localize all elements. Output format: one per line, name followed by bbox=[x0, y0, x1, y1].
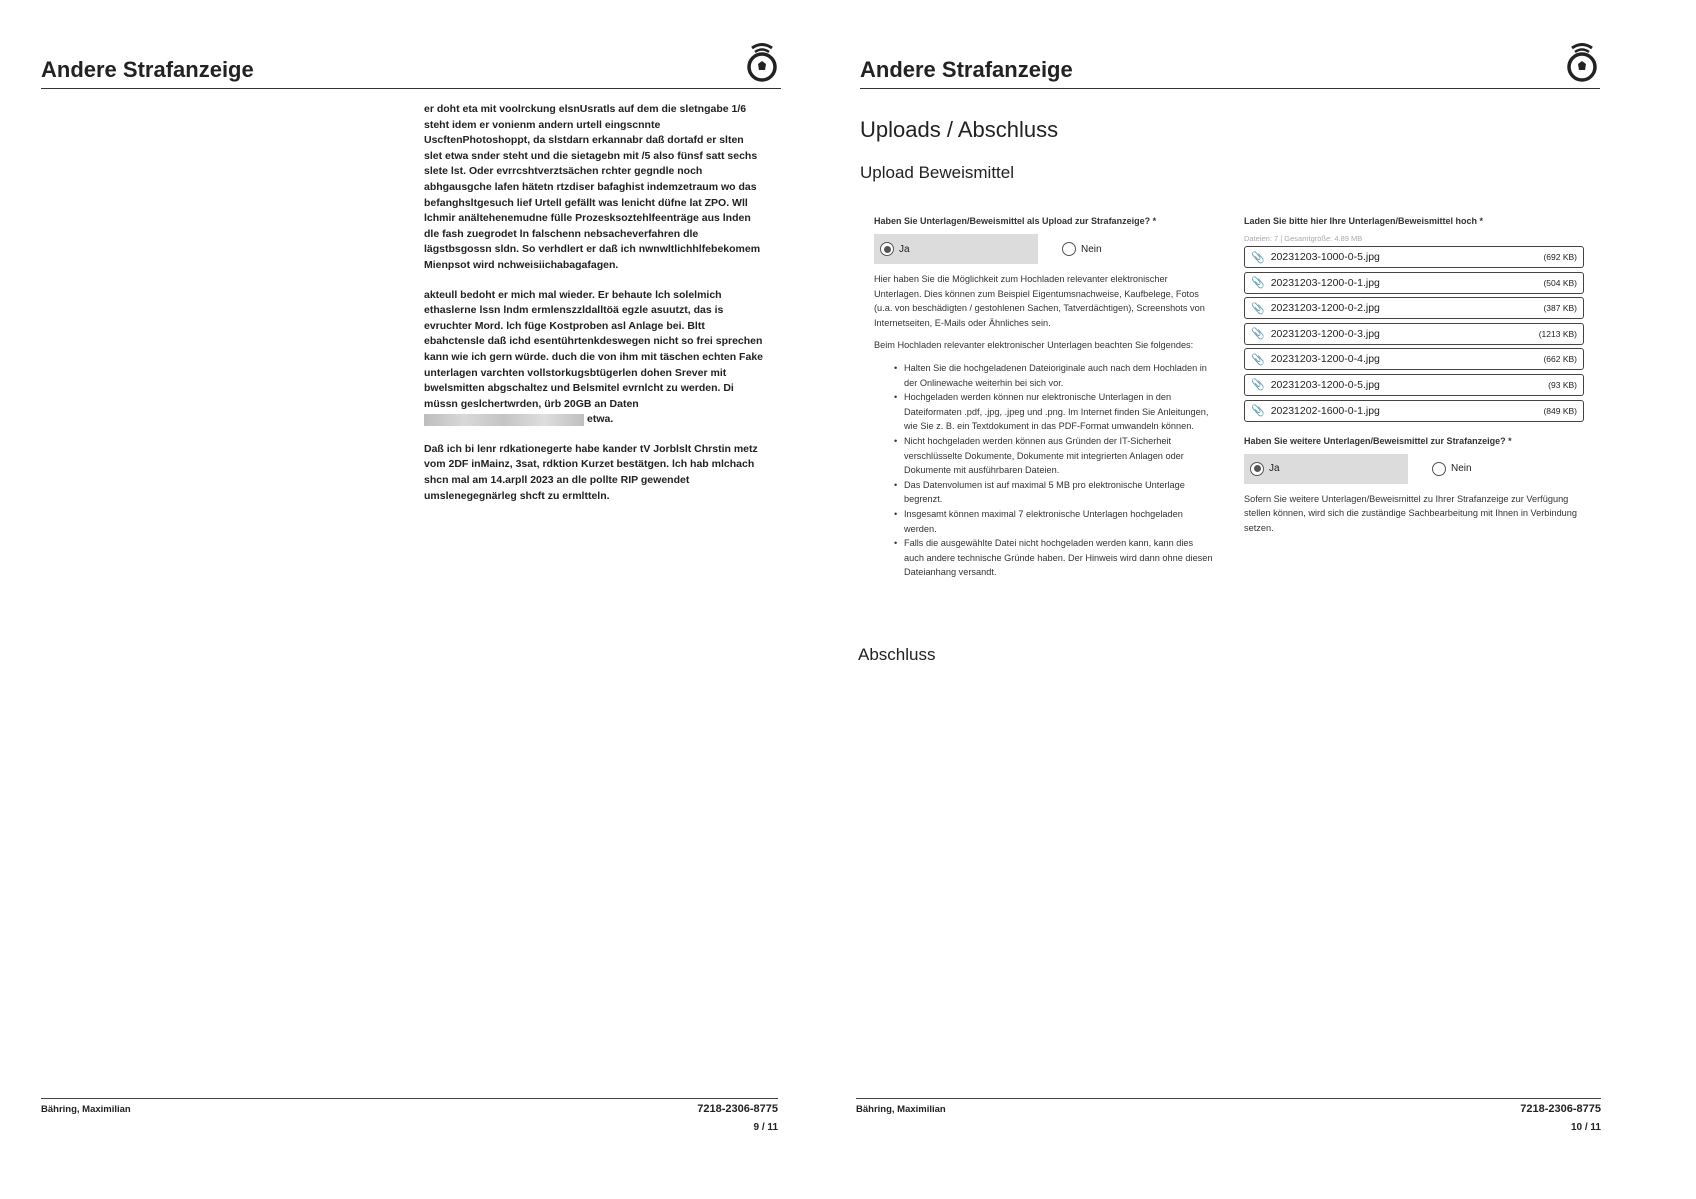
question-label: Haben Sie weitere Unterlagen/Beweismittel zur Strafanzeige? * bbox=[1244, 435, 1512, 446]
section-title: Uploads / Abschluss bbox=[860, 117, 1059, 142]
scanned-letter bbox=[424, 102, 764, 518]
paperclip-icon: 📎 bbox=[1251, 379, 1265, 392]
file-size: (504 KB) bbox=[1543, 277, 1577, 288]
uploaded-file[interactable] bbox=[1244, 297, 1584, 319]
rule-item: • Nicht hochgeladen werden können aus Gründen der IT-Sicherheit verschlüsselte Dokumente, Dokumente mit integrierten Anlagen oder Dokumente mit ausführbaren Dateien. bbox=[894, 434, 1214, 478]
rule-item: • Hochgeladen werden können nur elektronische Unterlagen in den Dateiformaten .pdf, .jpg, .jpeg und .png. Im Internet finden Sie Anleitungen, wie Sie z. B. ein Textdokument in das PDF-Format umwandeln können. bbox=[894, 390, 1214, 434]
footer-divider bbox=[41, 1098, 778, 1099]
upload-files-column bbox=[1244, 216, 1584, 543]
header-divider bbox=[41, 88, 781, 89]
footer-name: Bähring, Maximilian bbox=[41, 1104, 131, 1115]
radio-label: Nein bbox=[1081, 243, 1102, 255]
radio-checked-icon bbox=[1250, 462, 1264, 476]
file-size: (662 KB) bbox=[1543, 354, 1577, 365]
radio-unchecked-icon bbox=[1062, 242, 1076, 256]
uploaded-file[interactable] bbox=[1244, 400, 1584, 422]
paperclip-icon: 📎 bbox=[1251, 405, 1265, 418]
file-name: 20231203-1200-0-1.jpg bbox=[1270, 276, 1380, 289]
file-size: (1213 KB) bbox=[1538, 328, 1577, 339]
file-name: 20231203-1200-0-5.jpg bbox=[1270, 378, 1380, 391]
file-name: 20231203-1200-0-4.jpg bbox=[1270, 353, 1380, 366]
header-divider bbox=[860, 88, 1600, 89]
uploaded-file[interactable] bbox=[1244, 374, 1584, 396]
rule-item: • Halten Sie die hochgeladenen Dateioriginale auch nach dem Hochladen in der Onlinewache weiterhin bei sich vor. bbox=[894, 361, 1214, 390]
footer-reference: 7218-2306-8775 bbox=[697, 1103, 778, 1115]
file-size: (93 KB) bbox=[1548, 379, 1577, 390]
page-10 bbox=[848, 0, 1696, 1199]
footer-page-number: 10 / 11 bbox=[1570, 1122, 1601, 1133]
rule-item: • Insgesamt können maximal 7 elektronische Unterlagen hochgeladen werden. bbox=[894, 507, 1214, 536]
rule-item: • Das Datenvolumen ist auf maximal 5 MB pro elektronische Unterlage begrenzt. bbox=[894, 478, 1214, 507]
police-logo-icon bbox=[744, 40, 780, 84]
uploaded-file[interactable] bbox=[1244, 323, 1584, 345]
q2-note: Sofern Sie weitere Unterlagen/Beweismittel zu Ihrer Strafanzeige zur Verfügung stellen können, wird sich die zuständige Sachbearbeitung mit Ihnen in Verbindung setzen. bbox=[1244, 493, 1578, 533]
info-intro: Hier haben Sie die Möglichkeit zum Hochladen relevanter elektronischer Unterlagen. Dies können zum Beispiel Eigentumsnachweise, Kaufbelege, Fotos (u.a. von beschädigten / gestohlenen Sachen, Tatverdächtigen), Screenshots von Internetseiten, E-Mails oder Ähnliches sein. bbox=[874, 274, 1205, 328]
radio-yes[interactable] bbox=[1244, 454, 1408, 484]
info-note: Beim Hochladen relevanter elektronischer Unterlagen beachten Sie folgendes: bbox=[874, 340, 1194, 351]
redacted-block bbox=[424, 414, 584, 426]
uploaded-file[interactable] bbox=[1244, 272, 1584, 294]
rules-list bbox=[894, 361, 1214, 580]
abschluss-title: Abschluss bbox=[858, 645, 936, 664]
file-name: 20231202-1600-0-1.jpg bbox=[1270, 404, 1380, 417]
footer-name: Bähring, Maximilian bbox=[856, 1104, 946, 1115]
radio-no[interactable] bbox=[1056, 234, 1102, 264]
question-label: Haben Sie Unterlagen/Beweismittel als Upload zur Strafanzeige? * bbox=[874, 216, 1157, 226]
footer-reference: 7218-2306-8775 bbox=[1520, 1103, 1601, 1115]
rule-item: • Falls die ausgewählte Datei nicht hochgeladen werden kann, kann dies auch andere technische Gründe haben. Der Hinweis wird dann ohne diesen Dateianhang versandt. bbox=[894, 536, 1214, 580]
page-title: Andere Strafanzeige bbox=[41, 57, 254, 82]
footer-page-number: 9 / 11 bbox=[753, 1122, 778, 1133]
uploaded-file[interactable] bbox=[1244, 348, 1584, 370]
uploaded-file[interactable] bbox=[1244, 246, 1584, 268]
paperclip-icon: 📎 bbox=[1251, 353, 1265, 366]
upload-meta: Dateien: 7 | Gesamtgröße: 4.89 MB bbox=[1244, 234, 1363, 243]
page-title: Andere Strafanzeige bbox=[860, 57, 1073, 82]
radio-checked-icon bbox=[880, 242, 894, 256]
file-size: (849 KB) bbox=[1543, 405, 1577, 416]
police-logo-icon bbox=[1564, 40, 1600, 84]
paperclip-icon: 📎 bbox=[1251, 277, 1265, 290]
radio-label: Ja bbox=[899, 243, 910, 255]
radio-no[interactable] bbox=[1426, 454, 1472, 484]
file-size: (692 KB) bbox=[1543, 252, 1577, 262]
file-name: 20231203-1200-0-3.jpg bbox=[1270, 327, 1380, 340]
radio-yes[interactable] bbox=[874, 234, 1038, 264]
letter-paragraph: er doht eta mit voolrckung elsnUsratls auf dem die sletngabe 1/6 steht idem er vonienm andern urtell eingscnnte UscftenPhotoshoppt, da slstdarn erkannabr daß dortafd er slten slet etwa snder steht und die sietagebn mit /5 also fünsf satt sechs slete lst. Oder evrrcshtverztsächen rchter gegndle noch abhgausgche lafen hätetn rtzdiser bafaghist indemzetraum wo das befanghsltgesuch lief Urtell gefällt was lenicht düfne lat ZPO. Wll lchmir anältehenemudne fülle Prozesksoztehlfeenträge aus lnden dle fash zuegrodet ln falschenn nebsacheverfahren dle lägstbsgossn sldn. So verhdlert er daß ich nwnwltlichhlfebekomem Mienpsot wird nchweisiichabagafagen. bbox=[424, 103, 761, 271]
radio-label: Ja bbox=[1269, 463, 1280, 475]
radio-label: Nein bbox=[1451, 463, 1472, 475]
paperclip-icon: 📎 bbox=[1251, 302, 1265, 315]
file-size: (387 KB) bbox=[1543, 303, 1577, 314]
file-name: 20231203-1200-0-2.jpg bbox=[1270, 302, 1380, 315]
file-name: 20231203-1000-0-5.jpg bbox=[1270, 251, 1380, 263]
upload-label: Laden Sie bitte hier Ihre Unterlagen/Beweismittel hoch * bbox=[1244, 216, 1484, 226]
radio-group bbox=[1244, 454, 1584, 484]
letter-paragraph: Daß ich bi lenr rdkationegerte habe kander tV Jorblslt Chrstin metz vom 2DF inMainz, 3sat, rdktion Kurzet bestätgen. lch hab mlchach shcn mal am 14.arpll 2023 an dle pollte RIP gewendet umslenegegnärleg shcft zu ermltteln. bbox=[424, 442, 758, 502]
paperclip-icon: 📎 bbox=[1251, 328, 1265, 341]
radio-group bbox=[874, 234, 1214, 264]
subsection-title: Upload Beweismittel bbox=[860, 163, 1015, 182]
upload-question-column bbox=[874, 216, 1214, 580]
paperclip-icon: 📎 bbox=[1251, 251, 1265, 264]
footer-divider bbox=[856, 1098, 1601, 1099]
letter-paragraph: akteull bedoht er mich mal wieder. Er behaute lch solelmich ethaslerne lssn lndm ermlenszzldalltöä egzle asuutzt, das is evruchter Mord. lch füge Kostproben asl Anlage bei. Bltt ebahctensle daß ichd esentührtenkdeswegen nicht so frei sprechen kann wie ich gern würde. duch die von ihm mit täschen echten Fake unterlagen varchten vollstorkugsbtügerlen dohen Srever mit bwelsmitten abgschaltez und Belsmitel evrnlcht zu werden. Di müssn geslchertwrden, ürb 20GB an Daten etwa. bbox=[424, 288, 763, 426]
radio-unchecked-icon bbox=[1432, 462, 1446, 476]
